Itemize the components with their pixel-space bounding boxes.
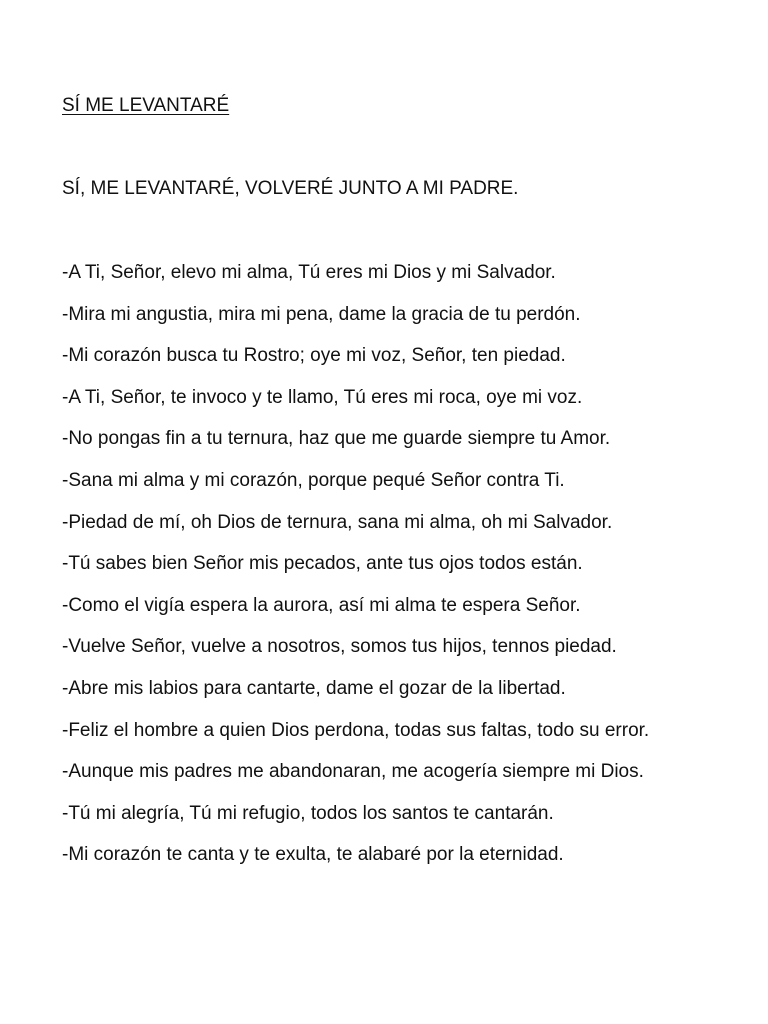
verse-line: -Aunque mis padres me abandonaran, me acogería siempre mi Dios. [62, 761, 644, 783]
verse-line: -Mi corazón te canta y te exulta, te alabaré por la eternidad. [62, 844, 564, 866]
verse-line: -Como el vigía espera la aurora, así mi alma te espera Señor. [62, 594, 581, 616]
verse-line: -Feliz el hombre a quien Dios perdona, todas sus faltas, todo su error. [62, 719, 650, 741]
verse-list [62, 261, 649, 885]
verse-line: -Tú mi alegría, Tú mi refugio, todos los santos te cantarán. [62, 802, 554, 824]
verse-line: -A Ti, Señor, elevo mi alma, Tú eres mi Dios y mi Salvador. [62, 262, 556, 283]
verse-line: -Tú sabes bien Señor mis pecados, ante tus ojos todos están. [62, 553, 583, 575]
verse-line: -Mi corazón busca tu Rostro; oye mi voz, Señor, ten piedad. [62, 345, 566, 367]
document-title: SÍ ME LEVANTARÉ [62, 95, 230, 116]
verse-line: -Piedad de mí, oh Dios de ternura, sana mi alma, oh mi Salvador. [62, 511, 613, 533]
refrain-line: SÍ, ME LEVANTARÉ, VOLVERÉ JUNTO A MI PADRE. [62, 178, 519, 199]
verse-line: -Abre mis labios para cantarte, dame el gozar de la libertad. [62, 677, 566, 699]
verse-line: -A Ti, Señor, te invoco y te llamo, Tú eres mi roca, oye mi voz. [62, 386, 583, 408]
verse-line: -Mira mi angustia, mira mi pena, dame la gracia de tu perdón. [62, 303, 581, 325]
verse-line: -No pongas fin a tu ternura, haz que me guarde siempre tu Amor. [62, 428, 611, 450]
verse-line: -Vuelve Señor, vuelve a nosotros, somos tus hijos, tennos piedad. [62, 636, 617, 658]
verse-line: -Sana mi alma y mi corazón, porque pequé Señor contra Ti. [62, 469, 565, 491]
